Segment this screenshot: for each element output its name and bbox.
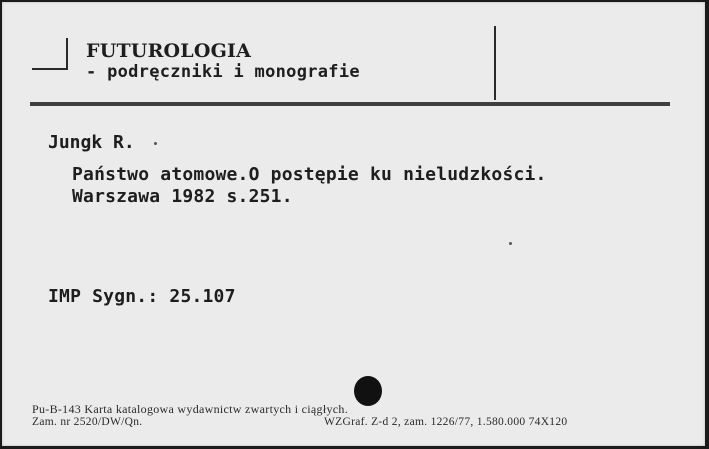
record-title: Państwo atomowe.O postępie ku nieludzkości. [72, 164, 547, 185]
catalog-card [2, 2, 705, 446]
header-vertical-mark [66, 38, 68, 68]
header-horizontal-mark [32, 68, 68, 70]
header-right-divider [494, 26, 496, 100]
category-subheading: - podręczniki i monografie [86, 62, 360, 82]
footer-form-line: Pu-B-143 Karta katalogowa wydawnictw zwartych i ciągłych. [32, 402, 349, 416]
ink-speck [154, 142, 157, 145]
record-publication: Warszawa 1982 s.251. [72, 186, 293, 207]
category-heading: FUTUROLOGIA [86, 40, 252, 62]
footer-order-number: Zam. nr 2520/DW/Qn. [32, 416, 143, 428]
footer-printer-info: WZGraf. Z-d 2, zam. 1226/77, 1.580.000 74X120 [324, 416, 568, 428]
ink-speck [509, 242, 512, 245]
record-signature: IMP Sygn.: 25.107 [48, 286, 236, 307]
punch-hole [354, 376, 382, 406]
record-author: Jungk R. [48, 132, 135, 153]
header-rule [30, 102, 670, 106]
